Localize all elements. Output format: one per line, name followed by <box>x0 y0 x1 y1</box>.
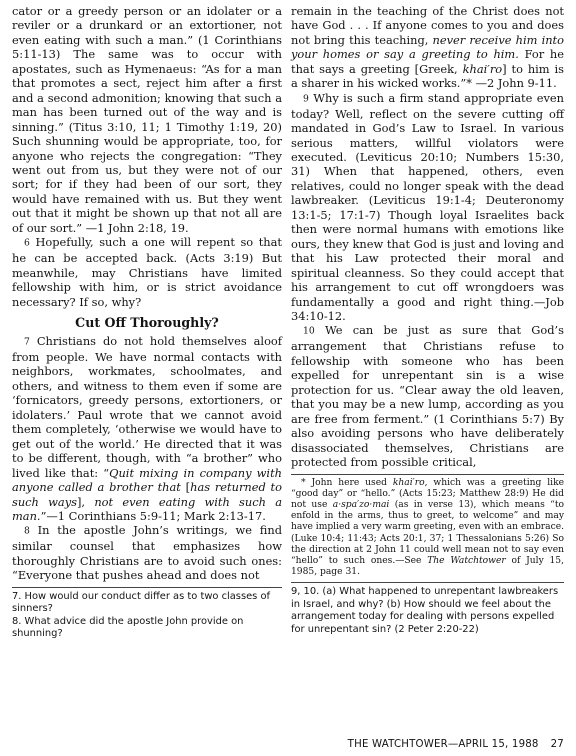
paragraph-number: 8 <box>24 525 30 537</box>
divider <box>291 582 564 583</box>
paragraph-text: remain in the teaching of the Christ does not have God . . . If anyone comes to you and does not bring this teaching, <box>291 4 564 47</box>
divider <box>12 587 282 588</box>
paragraph-continued <box>291 4 564 91</box>
greek-word: khai′ro <box>462 61 503 76</box>
italic-quote: has returned to such ways <box>12 480 282 509</box>
footnote <box>291 478 564 579</box>
study-question-9-10: 9, 10. (a) What happened to unrepentant lawbreakers in Israel, and why? (b) How should we feel about the arrangement today for dealing with persons expelled for unrepentant sin? (2 Peter 2:20-22) <box>291 586 559 635</box>
paragraph-text: ”—1 Corinthians 5:9-11; Mark 2:13-17. <box>40 508 266 523</box>
paragraph-text: Why is such a firm stand appropriate even today? Well, reflect on the severe cutting off mandated in God’s Law to Israel. In various serious matters, willful violators were executed. (Leviticus 20:10; Numbers 15:30, 31) When that happened, others, even relatives, could no longer speak with the dead lawbreaker. (Leviticus 19:1-4; Deuteronomy 13:1-5; 17:1-7) Though loyal Israelites back then were normal humans with emotions like ours, they knew that God is just and loving and that his Law protected their moral and spiritual cleanness. So they could accept that his arrangement to cut off wrongdoers was fundamentally a good and right thing.—Job 34:10-12. <box>291 90 564 324</box>
paragraph-number: 10 <box>303 325 315 337</box>
italic-quote: Quit mixing in company with anyone called a brother that <box>12 465 282 495</box>
greek-word: a·spa′zo·mai <box>332 499 390 510</box>
paragraph-9 <box>291 91 564 324</box>
paragraph-number: 9 <box>303 93 309 105</box>
paragraph-10 <box>291 323 564 469</box>
italic-quote: never receive him into your homes or say a greeting to him. <box>291 32 564 62</box>
paragraph-number: 6 <box>24 237 30 249</box>
paragraph-text: [ <box>180 480 191 495</box>
footnote-text: of July 15, 1985, page 31. <box>291 555 564 578</box>
paragraph-text: Hopefully, such a one will repent so that he can be accepted back. (Acts 3:19) But meanwhile, may Christians have limited fellowship with him, or is strict avoidance necessary? If so, why? <box>12 235 283 309</box>
paragraph-continued: cator or a greedy person or an idolater or a reviler or a drunkard or an extortioner, not even eating with such a man.” (1 Corinthians 5:11-13) The same was to occur with apostates, such as Hymenaeus: “As for a man that promotes a sect, reject him after a first and a second admonition; knowing that such a man has been turned out of the way and is sinning.” (Titus 3:10, 11; 1 Timothy 1:19, 20) Such shunning would be appropriate, too, for anyone who rejects the congregation: “They went out from us, but they were not of our sort; for if they had been of our sort, they would have remained with us. But they went out that it might be shown up that not all are of our sort.” —1 John 2:18, 19. <box>12 4 282 235</box>
paragraph-text: ] to him is a sharer in his wicked works.”* —2 John 9-11. <box>291 61 565 91</box>
paragraph-6 <box>12 235 282 309</box>
paragraph-7 <box>12 334 282 523</box>
paragraph-number: 7 <box>24 336 30 348</box>
paragraph-text: For he that says a greeting [Greek, <box>291 47 564 76</box>
study-question-8: 8. What advice did the apostle John provide on shunning? <box>12 615 244 640</box>
footnote-text: , which was a greeting like “good day” or “hello.” (Acts 15:23; Matthew 28:9) He did not use <box>291 477 564 510</box>
footnote-text: * John here used <box>301 477 393 488</box>
publication-title: The Watchtower <box>427 555 506 566</box>
footnote-divider <box>291 474 564 475</box>
footnote-text: (as in verse 13), which means “to enfold in the arms, thus to greet, to welcome” and may have implied a very warm greeting, even with an embrace. (Luke 10:4; 11:43; Acts 20:1, 37; 1 Thessalonians 5:26) So the direction at 2 John 11 could well mean not to say even “hello” to such ones.—See <box>291 499 564 566</box>
page-footer <box>348 739 564 750</box>
left-column <box>12 4 282 641</box>
paragraph-8 <box>12 523 282 582</box>
paragraph-text: Christians do not hold themselves aloof from people. We have normal contacts with neighbors, workmates, schoolmates, and others, and witness to them even if some are ‘fornicators, greedy persons, extortioners, or idolaters.’ Paul wrote that we cannot avoid them completely, ‘otherwise we would have to get out of the world.’ He directed that it was to be different, though, with “a brother” who lived like that: “ <box>12 334 283 480</box>
italic-quote: not even eating with such a man. <box>12 494 282 523</box>
study-question-7: 7. How would our conduct differ as to two classes of sinners? <box>12 590 270 615</box>
greek-word: khai′ro <box>392 477 425 488</box>
paragraph-text: We can be just as sure that God’s arrangement that Christians refuse to fellowship with someone who has been expelled for unrepentant sin is a wise protection for us. “Clear away the old leaven, that you may be a new lump, according as you are free from ferment.” (1 Corinthians 5:7) By also avoiding persons who have deliberately disassociated themselves, Christians are protected from possible critical, <box>291 323 564 470</box>
right-column <box>291 4 564 636</box>
paragraph-text: ], <box>76 494 95 509</box>
page-number: 27 <box>550 739 564 750</box>
subheading: Cut Off Thoroughly? <box>75 315 219 331</box>
paragraph-text: In the apostle John’s writings, we find similar counsel that emphasizes how thoroughly Christians are to avoid such ones: “Everyone that pushes ahead and does not <box>12 523 282 583</box>
magazine-title: THE WATCHTOWER—APRIL 15, 1988 <box>347 739 539 750</box>
